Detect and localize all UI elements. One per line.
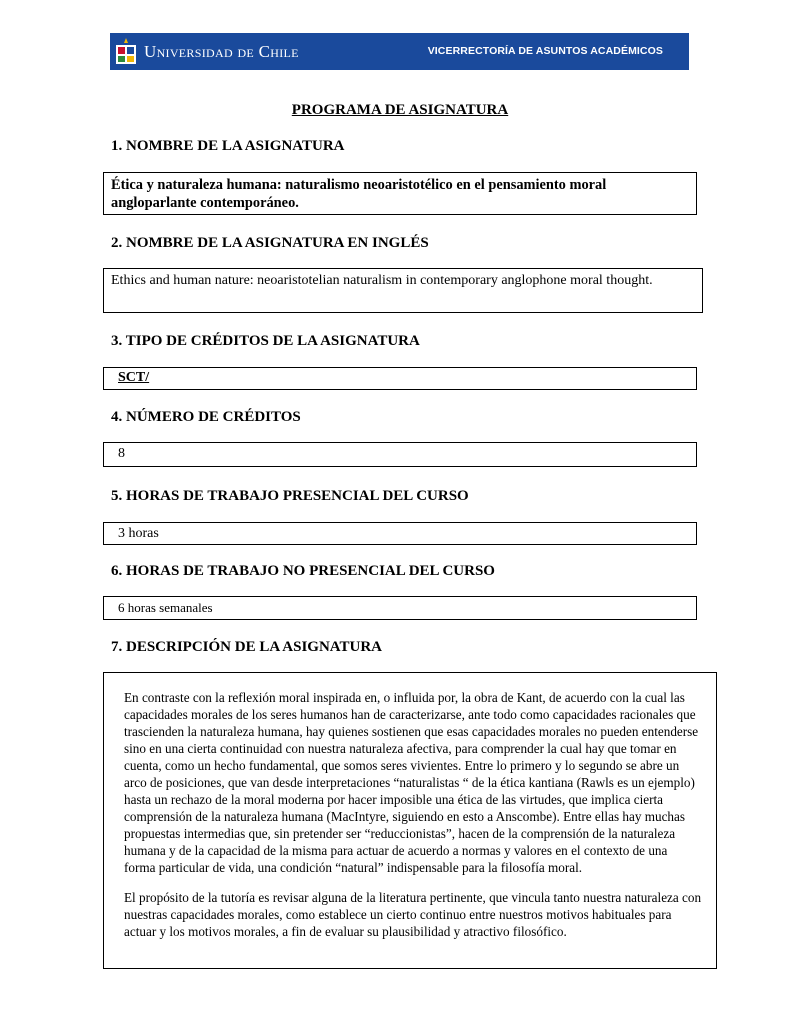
section-1-box <box>103 172 697 215</box>
section-6-box <box>103 596 697 620</box>
section-5-box <box>103 522 697 545</box>
section-1-heading: 1. NOMBRE DE LA ASIGNATURA <box>111 138 345 154</box>
section-2-heading: 2. NOMBRE DE LA ASIGNATURA EN INGLÉS <box>111 235 429 251</box>
page-title: PROGRAMA DE ASIGNATURA <box>291 102 509 118</box>
section-2-box <box>103 268 703 313</box>
vice-rectory-name: VICERRECTORÍA DE ASUNTOS ACADÉMICOS <box>427 45 663 57</box>
university-name: Universidad de Chile <box>144 42 299 61</box>
contact-hours: 3 horas <box>118 526 159 541</box>
credit-type: SCT/ <box>118 370 150 385</box>
credit-count: 8 <box>118 446 125 461</box>
course-name: Ética y naturaleza humana: naturalismo neoaristotélico en el pensamiento moral angloparlante contemporáneo. <box>111 177 607 211</box>
description-paragraph: El propósito de la tutoría es revisar alguna de la literatura pertinente, que vincula tanto nuestra naturaleza con nuestras capacidades morales, como establece un cierto continuo entre nuestros motivos habituales para actuar y los motivos morales, a fin de evaluar su plausibilidad y atractivo filosófico. <box>124 890 702 939</box>
course-name-english: Ethics and human nature: neoaristotelian naturalism in contemporary anglophone moral thought. <box>111 273 653 288</box>
description-paragraph: En contraste con la reflexión moral inspirada en, o influida por, la obra de Kant, de acuerdo con la cual las capacidades morales de los seres humanos han de caracterizarse, ante todo como capacidades racionales que trascienden la naturaleza humana, hay quienes sostienen que esas capacidades morales no pueden entenderse sino en una cierta continuidad con nuestra naturaleza afectiva, para comprender la cual hay que tomar en cuenta, como un hecho fundamental, que somos seres vivientes. Entre lo primero y lo segundo se abre un arco de posiciones, que van desde interpretaciones “naturalistas “ de la ética kantiana (Rawls es un ejemplo) hasta un rechazo de la moral moderna por hacer imposible una ética de las virtudes, que implica cierta comprensión de la naturaleza humana (MacIntyre, siguiendo en esto a Anscombe). Entre ellas hay muchas propuestas intermedias que, sin pretender ser “reduccionistas”, hacen de la comprensión de la naturaleza humana y de la capacidad de la misma para actuar de acuerdo a normas y valores en el contexto de una forma particular de vida, una condición “natural” indispensable para la filosofía moral. <box>124 690 699 875</box>
header-banner <box>110 33 689 70</box>
section-3-box <box>103 367 697 390</box>
university-crest-icon <box>114 37 138 66</box>
non-contact-hours: 6 horas semanales <box>118 600 213 615</box>
description-box <box>103 672 717 969</box>
section-6-heading: 6. HORAS DE TRABAJO NO PRESENCIAL DEL CURSO <box>111 563 495 579</box>
section-5-heading: 5. HORAS DE TRABAJO PRESENCIAL DEL CURSO <box>111 488 469 504</box>
section-4-heading: 4. NÚMERO DE CRÉDITOS <box>111 409 301 425</box>
section-4-box <box>103 442 697 467</box>
section-7-heading: 7. DESCRIPCIÓN DE LA ASIGNATURA <box>111 639 383 655</box>
section-3-heading: 3. TIPO DE CRÉDITOS DE LA ASIGNATURA <box>111 333 420 349</box>
